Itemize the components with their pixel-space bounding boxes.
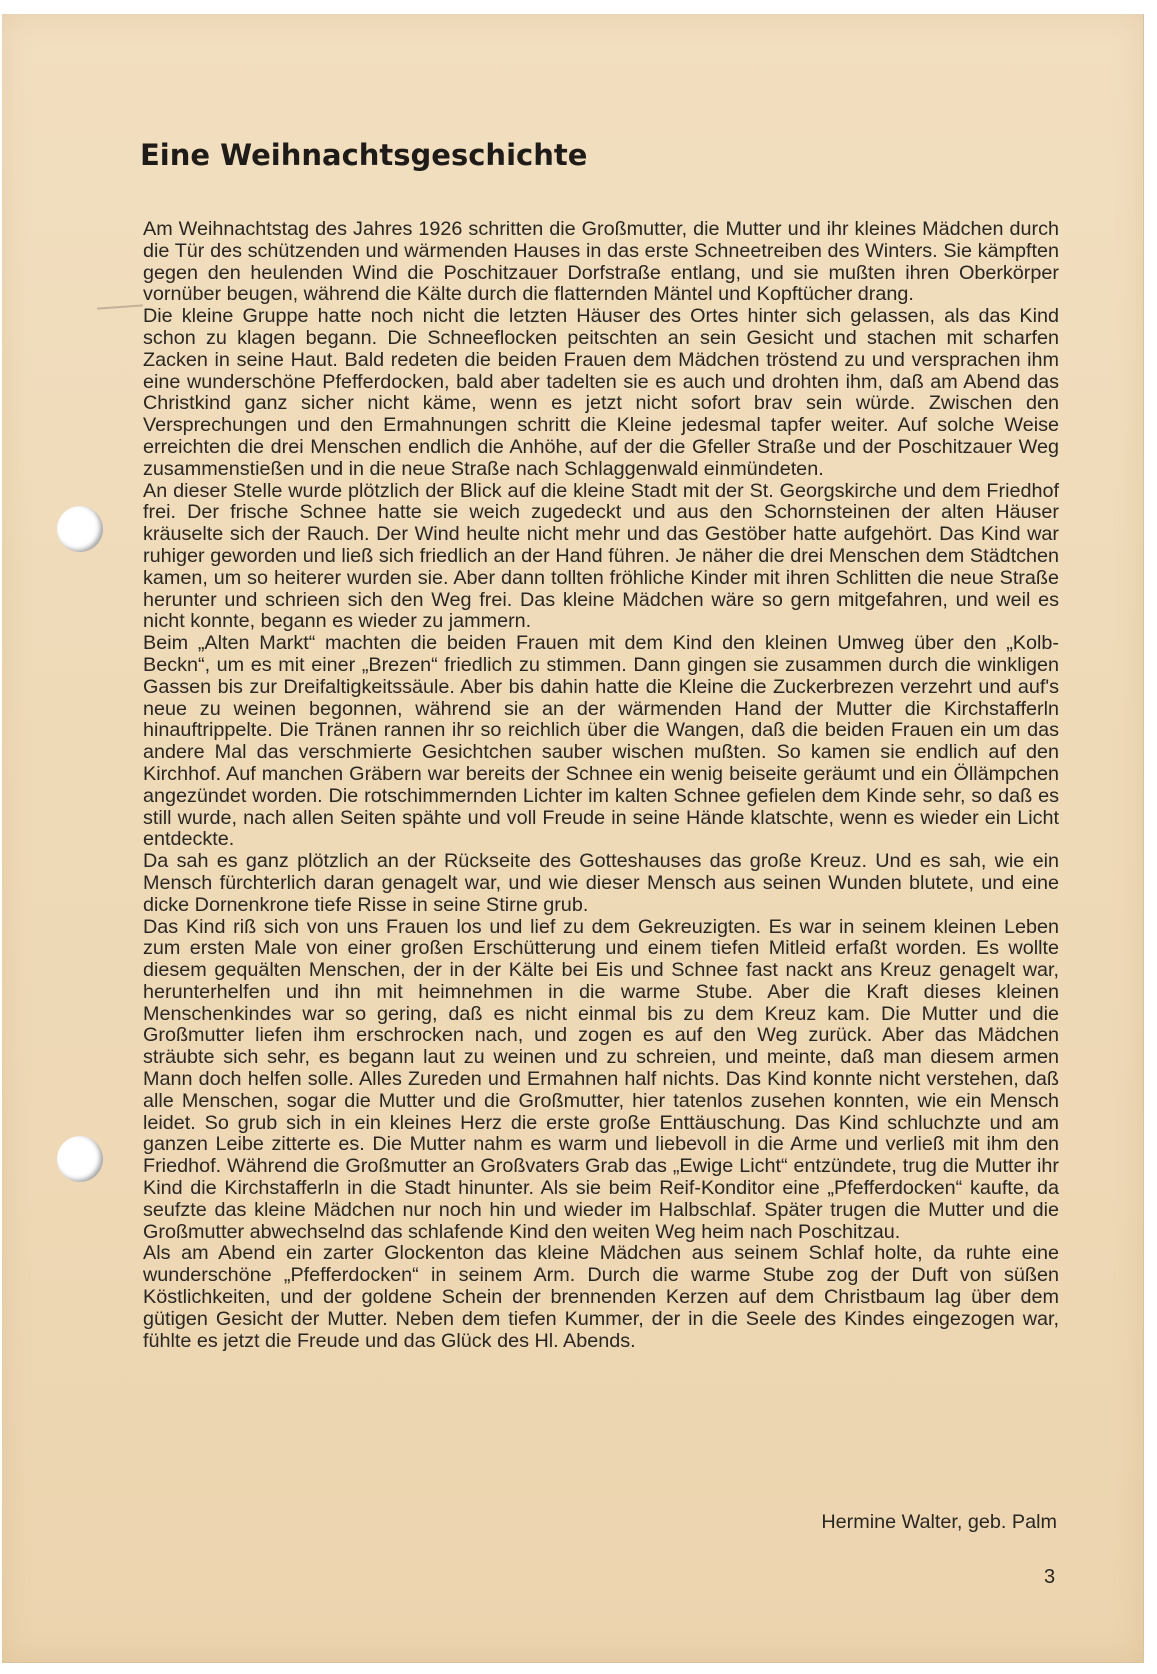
author-signature: Hermine Walter, geb. Palm (821, 1511, 1057, 1533)
paragraph-1: Am Weihnachtstag des Jahres 1926 schritten die Großmutter, die Mutter und ihr kleines Mädchen durch die Tür des schützenden und wärmenden Hauses in das erste Schneetreiben des Winters. Sie kämpften gegen den heulenden Wind die Poschitzauer Dorfstraße entlang, und sie mußten ihren Oberkörper vornüber beugen, während die Kälte durch die flatternden Mäntel und Kopftücher drang. (143, 218, 1059, 306)
paragraph-2: Die kleine Gruppe hatte noch nicht die letzten Häuser des Ortes hinter sich gelassen, als das Kind schon zu klagen begann. Die Schneeflocken peitschten an sein Gesicht und stachen mit scharfen Zacken in seine Haut. Bald redeten die beiden Frauen dem Mädchen tröstend zu und versprachen ihm eine wunderschöne Pfefferdocken, bald aber tadelten sie es auch und drohten ihm, daß am Abend das Christkind ganz sicher nicht käme, wenn es jetzt nicht sofort brav sein würde. Zwischen den Versprechungen und den Ermahnungen schritt die Kleine jedesmal tapfer weiter. Auf solche Weise erreichten die drei Menschen endlich die Anhöhe, auf der die Gfeller Straße und der Poschitzauer Weg zusammenstießen und in die neue Straße nach Schlaggenwald einmündeten. (143, 305, 1059, 480)
paragraph-3: An dieser Stelle wurde plötzlich der Blick auf die kleine Stadt mit der St. Georgskirche und dem Friedhof frei. Der frische Schnee hatte sie weich zugedeckt und aus den Schornsteinen der alten Häuser kräuselte sich der Rauch. Der Wind heulte nicht mehr und das Gestöber hatte aufgehört. Das Kind war ruhiger geworden und ließ sich friedlich an der Hand führen. Je näher die drei Menschen dem Städtchen kamen, um so heiterer wurden sie. Aber dann tollten fröhliche Kinder mit ihren Schlitten die neue Straße herunter und schrieen sich den Weg frei. Das kleine Mädchen wäre so gern mitgefahren, und weil es nicht konnte, begann es wieder zu jammern. (143, 479, 1059, 633)
paragraph-5: Da sah es ganz plötzlich an der Rückseite des Gotteshauses das große Kreuz. Und es sah, wie ein Mensch fürchterlich daran genagelt war, und wie dieser Mensch aus seinen Wunden blutete, und eine dicke Dornenkrone tiefe Risse in seine Stirne grub. (143, 850, 1059, 916)
paragraph-7: Als am Abend ein zarter Glockenton das kleine Mädchen aus seinem Schlaf holte, da ruhte eine wunderschöne „Pfefferdocken“ in seinem Arm. Durch die warme Stube zog der Duft von süßen Köstlichkeiten, und der goldene Schein der brennenden Kerzen auf dem Christbaum lag über dem gütigen Gesicht der Mutter. Neben dem tiefen Kummer, der in die Seele des Kindes eingezogen war, fühlte es jetzt die Freude und das Glück des Hl. Abends. (143, 1242, 1059, 1352)
paragraph-6: Das Kind riß sich von uns Frauen los und lief zu dem Gekreuzigten. Es war in seinem kleinen Leben zum ersten Male von einer großen Erschütterung und einem tiefen Mitleid erfaßt worden. Es wollte diesem gequälten Menschen, der in der Kälte bei Eis und Schnee fast nackt ans Kreuz genagelt war, herunterhelfen und ihn mit heimnehmen in die warme Stube. Aber die Kraft dieses kleinen Menschenkindes war so gering, daß es nicht einmal bis zu dem Kreuz kam. Die Mutter und die Großmutter liefen ihm erschrocken nach, und zogen es auf den Weg zurück. Aber das Mädchen sträubte sich sehr, es begann laut zu weinen und zu schreien, und meinte, daß man diesem armen Mann doch helfen solle. Alles Zureden und Ermahnen half nichts. Das Kind konnte nicht verstehen, daß alle Menschen, sogar die Mutter und die Großmutter, hier tatenlos zusehen konnten, wie ein Mensch leidet. So grub sich in ein kleines Herz die erste große Enttäuschung. Das Kind schluchzte und am ganzen Leibe zitterte es. Die Mutter nahm es warm und liebevoll in die Arme und verließ mit ihm den Friedhof. Während die Großmutter an Großvaters Grab das „Ewige Licht“ entzündete, trug die Mutter ihr Kind die Kirchstafferln in die Stadt hinunter. Als sie beim Reif-Konditor eine „Pfefferdocken“ kaufte, da seufzte das kleine Mädchen nur noch hin und wieder im Halbschlaf. Später trugen die Mutter und die Großmutter abwechselnd das schlafende Kind den weiten Weg heim nach Poschitzau. (143, 915, 1059, 1243)
paragraph-4: Beim „Alten Markt“ machten die beiden Frauen mit dem Kind den kleinen Umweg über den „Kolb-Beckn“, um es mit einer „Brezen“ friedlich zu stimmen. Dann gingen sie zusammen durch die winkligen Gassen bis zur Dreifaltigkeitssäule. Aber bis dahin hatte die Kleine die Zuckerbrezen verzehrt und auf's neue zu weinen begonnen, während sie an der wärmenden Hand der Mutter die Kirchstafferln hinauftrippelte. Die Tränen rannen ihr so reichlich über die Wangen, daß die beiden Frauen ein um das andere Mal das verschmierte Gesichtchen sauber wischen mußten. So kamen sie endlich auf den Kirchhof. Auf manchen Gräbern war bereits der Schnee ein wenig beiseite geräumt und ein Öllämpchen angezündet worden. Die rotschimmernden Lichter im kalten Schnee gefielen dem Kinde sehr, so daß es still wurde, nach allen Seiten spähte und voll Freude in seine Hände klatschte, wenn es wieder ein Licht entdeckte. (143, 632, 1059, 851)
punch-hole-top (57, 506, 103, 552)
pencil-mark (97, 304, 143, 309)
punch-hole-bottom (57, 1136, 103, 1182)
page-number: 3 (1044, 1566, 1056, 1588)
story-body (143, 219, 1059, 1352)
page-title: Eine Weihnachtsgeschichte (140, 138, 588, 172)
